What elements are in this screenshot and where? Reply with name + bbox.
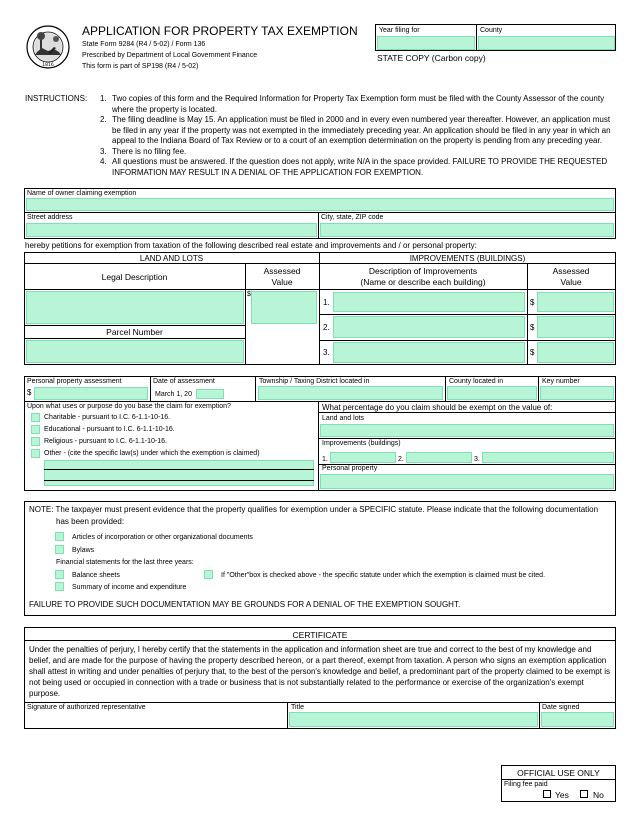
- improvement-3-dollar: $: [530, 348, 535, 357]
- state-seal: [26, 25, 70, 69]
- city-state-zip-label: City, state, ZIP code: [321, 214, 384, 221]
- parcel-number-label: Parcel Number: [106, 327, 163, 337]
- street-address-field[interactable]: [26, 223, 317, 237]
- owner-name-field[interactable]: [26, 198, 614, 211]
- date-signed-label: Date signed: [542, 704, 580, 711]
- imp-pct-1-num: 1.: [322, 456, 328, 463]
- date-assessment-label: Date of assessment: [153, 378, 215, 385]
- fee-yes-label: Yes: [555, 790, 569, 800]
- income-summary-checkbox[interactable]: [55, 582, 64, 591]
- balance-sheets-label: Balance sheets: [72, 572, 120, 579]
- improvements-pct-label: Improvements (buildings): [322, 440, 401, 447]
- improvements-desc-header-1: Description of Improvements: [368, 266, 478, 276]
- imp-pct-3-field[interactable]: [482, 452, 614, 463]
- other-statute-checkbox[interactable]: [204, 570, 213, 579]
- religious-checkbox[interactable]: [31, 437, 40, 446]
- certificate-text: Under the penalties of perjury, I hereby certify that the statements in the application and information sheet are true and correct to the best of my knowledge and belief, and are made for the purpose of having the property described hereon, or a part thereof, exempt from taxation. A person who signs an exemption application shall attest in writing and under penalties of perjury that, to the best of the person's knowledge and belief, a predominant part of the property claimed to be exempt is not being used or occupied in connection with a trade or business that is not substantially related to the performance or exercise of the organization's exempt purpose.: [29, 645, 610, 698]
- date-assessment-value: March 1, 20: [155, 391, 192, 398]
- documentation-failure-text: FAILURE TO PROVIDE SUCH DOCUMENTATION MAY BE GROUNDS FOR A DENIAL OF THE EXEMPTION SOUGHT.: [29, 600, 461, 609]
- state-copy-label: STATE COPY (Carbon copy): [377, 53, 486, 63]
- improvement-1-field[interactable]: [333, 292, 525, 312]
- improvements-desc-header-2: (Name or describe each building): [360, 277, 486, 287]
- charitable-label: Charitable - pursuant to I.C. 6-1.1-10-16.: [44, 414, 171, 421]
- owner-name-label: Name of owner claiming exemption: [27, 190, 137, 197]
- township-field[interactable]: [258, 386, 443, 400]
- petition-text: hereby petitions for exemption from taxation of the following described real estate and improvements and / or personal property:: [25, 241, 477, 250]
- county-field[interactable]: [478, 36, 615, 50]
- improvement-2-dollar: $: [530, 323, 535, 332]
- instruction-item: 1. Two copies of this form and the Required Information for Property Tax Exemption form must be filed with the County Assessor of the county where the property is located.: [100, 94, 605, 114]
- uses-question: Upon what uses or purpose do you base the claim for exemption?: [27, 403, 231, 410]
- year-filing-label: Year filing for: [379, 27, 420, 34]
- instructions-list: [100, 94, 617, 178]
- instruction-item: 4. All questions must be answered. If the question does not apply, write N/A in the space provided. FAILURE TO PROVIDE THE REQUESTED INFORMATION MAY RESULT IN A DENIAL OF THE APPLICATION FOR EXEMPTION.: [100, 157, 608, 177]
- other-statute-note: If "Other"box is checked above - the specific statute under which the exemption is claimed must be cited.: [221, 572, 546, 579]
- personal-property-pct-label: Personal property: [322, 465, 378, 472]
- key-number-label: Key number: [542, 378, 580, 385]
- improvement-3-value-field[interactable]: [537, 342, 614, 363]
- form-title: APPLICATION FOR PROPERTY TAX EXEMPTION: [82, 24, 358, 38]
- county-located-field[interactable]: [447, 386, 537, 400]
- land-assessed-value-header: Assessed Value: [263, 266, 301, 287]
- religious-label: Religious - pursuant to I.C. 6-1.1-10-16.: [44, 438, 167, 445]
- improvement-row-3-num: 3.: [323, 348, 330, 357]
- key-number-field[interactable]: [540, 386, 614, 400]
- township-label: Township / Taxing District located in: [259, 378, 370, 385]
- title-label: Title: [291, 704, 304, 711]
- imp-pct-3-num: 3.: [474, 456, 480, 463]
- improvement-3-field[interactable]: [333, 342, 525, 363]
- fee-no-checkbox[interactable]: [580, 790, 588, 798]
- personal-property-pct-field[interactable]: [320, 474, 614, 489]
- date-signed-field[interactable]: [541, 712, 614, 727]
- street-address-label: Street address: [27, 214, 73, 221]
- bylaws-label: Bylaws: [72, 547, 95, 554]
- legal-description-header: Legal Description: [101, 272, 168, 282]
- improvement-1-value-field[interactable]: [537, 292, 614, 312]
- improvement-1-dollar: $: [530, 298, 535, 307]
- form-number: State Form 9284 (R4 / 5-02) / Form 136: [82, 41, 206, 48]
- form-part-of: This form is part of SP198 (R4 / 5-02): [82, 63, 199, 70]
- financial-label: Financial statements for the last three years:: [56, 559, 194, 566]
- fee-yes-checkbox[interactable]: [543, 790, 551, 798]
- signature-label: Signature of authorized representative: [27, 704, 146, 711]
- note-line-1: NOTE: The taxpayer must present evidence that the property qualifies for exemption under a SPECIFIC statute. Please indicate that the following documentation: [29, 505, 599, 514]
- instruction-item: 3. There is no filing fee.: [100, 146, 187, 156]
- bylaws-checkbox[interactable]: [55, 545, 64, 554]
- improvement-2-field[interactable]: [333, 316, 525, 338]
- filing-fee-label: Filing fee paid: [504, 781, 548, 788]
- land-lots-header: LAND AND LOTS: [139, 254, 204, 263]
- svg-text:1816: 1816: [42, 63, 54, 68]
- signature-field[interactable]: [26, 712, 286, 727]
- other-law-field[interactable]: [44, 460, 314, 486]
- articles-checkbox[interactable]: [55, 532, 64, 541]
- land-lots-pct-field[interactable]: [320, 424, 614, 437]
- title-field[interactable]: [289, 712, 538, 727]
- improvement-row-2-num: 2.: [323, 323, 330, 332]
- pp-assessment-label: Personal property assessment: [27, 378, 122, 385]
- certificate-header: CERTIFICATE: [292, 630, 348, 640]
- fee-no-label: No: [593, 790, 604, 800]
- land-assessed-value-field[interactable]: [251, 291, 317, 324]
- charitable-checkbox[interactable]: [31, 413, 40, 422]
- instruction-item: 2. The filing deadline is May 15. An application must be filed in 2000 and in every even numbered year thereafter. However, an application must be filed in any year if the property was not exempted in the immediately preceding year. An application should be filed in any year in which an appeal to the Indiana Board of Tax Review or to a court of an exemption determination on the property is pending from any preceding year.: [100, 115, 611, 145]
- income-summary-label: Summary of income and expenditure: [72, 584, 187, 591]
- pct-question: What percentage do you claim should be exempt on the value of:: [322, 403, 553, 412]
- imp-pct-2-field[interactable]: [406, 452, 472, 463]
- land-dollar-sign: $: [247, 291, 251, 298]
- parcel-number-field[interactable]: [26, 340, 244, 363]
- imp-pct-2-num: 2.: [398, 456, 404, 463]
- educational-label: Educational - pursuant to I.C. 6-1.1-10-16.: [44, 426, 175, 433]
- instructions-heading: INSTRUCTIONS:: [25, 94, 88, 103]
- year-filing-field[interactable]: [377, 36, 475, 50]
- improvement-row-1-num: 1.: [323, 298, 330, 307]
- pp-dollar: $: [27, 388, 32, 397]
- pp-assessment-field[interactable]: [34, 387, 148, 400]
- county-located-label: County located in: [449, 378, 504, 385]
- prescribed-by: Prescribed by Department of Local Government Finance: [82, 52, 258, 59]
- educational-checkbox[interactable]: [31, 425, 40, 434]
- official-use-header: OFFICIAL USE ONLY: [517, 768, 600, 778]
- imp-pct-1-field[interactable]: [330, 452, 396, 463]
- date-year-field[interactable]: [196, 389, 224, 399]
- county-label: County: [480, 27, 503, 34]
- note-line-2: has been provided:: [56, 517, 125, 526]
- improvements-assessed-value-header: Assessed Value: [552, 266, 590, 287]
- other-checkbox[interactable]: [31, 449, 40, 458]
- articles-label: Articles of incorporation or other organizational documents: [72, 534, 253, 541]
- city-state-zip-field[interactable]: [320, 223, 614, 237]
- land-lots-pct-label: Land and lots: [322, 415, 365, 422]
- improvements-header: IMPROVEMENTS (BUILDINGS): [409, 254, 526, 263]
- other-label: Other - (cite the specific law(s) under which the exemption is claimed): [44, 450, 260, 457]
- improvement-2-value-field[interactable]: [537, 316, 614, 338]
- legal-description-field[interactable]: [26, 291, 244, 324]
- balance-sheets-checkbox[interactable]: [55, 570, 64, 579]
